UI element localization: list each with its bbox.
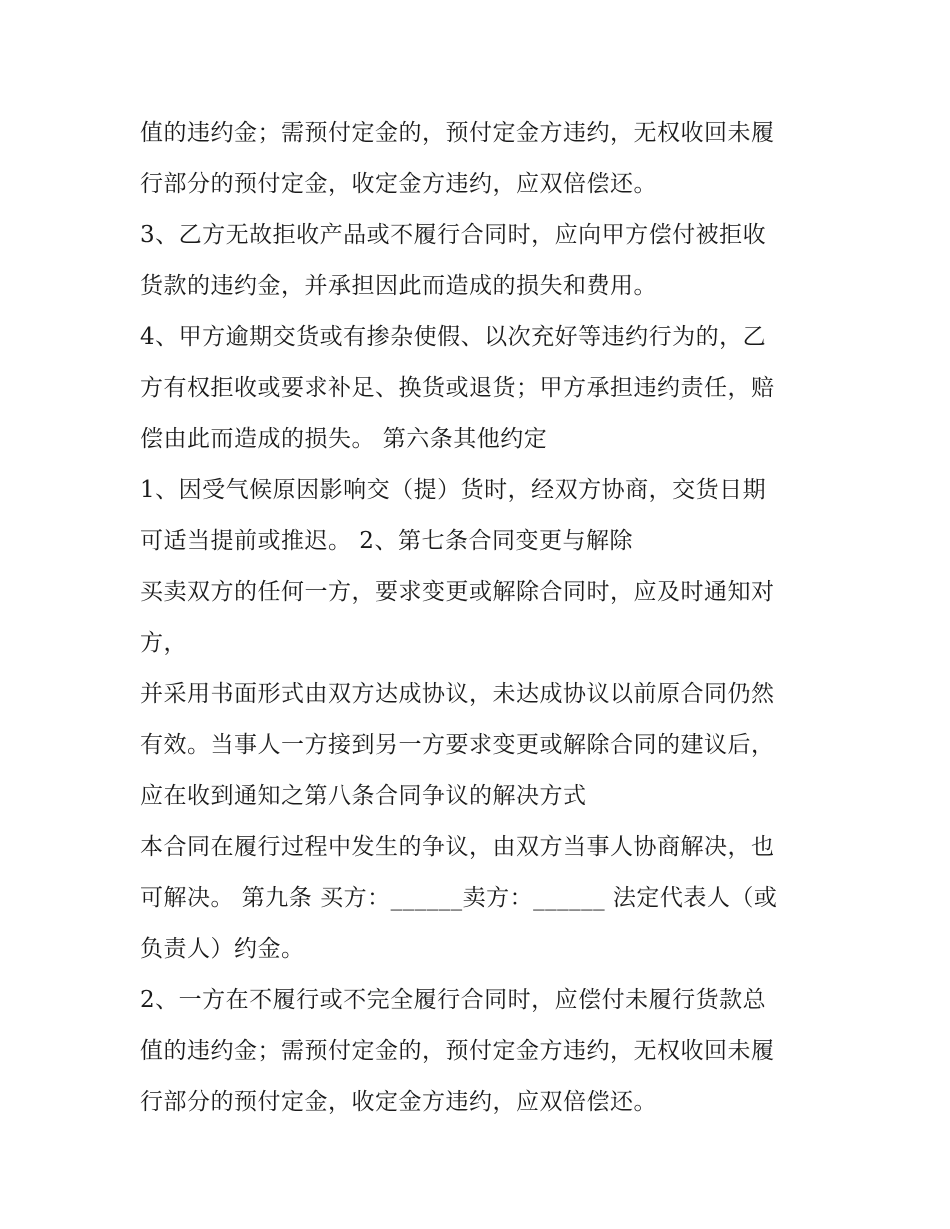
text-line-8: 1、因受气候原因影响交（提）货时，经双方协商，交货日期 <box>140 477 767 503</box>
text-line-20: 行部分的预付定金，收定金方违约，应双倍偿还。 <box>140 1089 657 1115</box>
text-line-5: 4、甲方逾期交货或有掺杂使假、以次充好等违约行为的，乙 <box>140 324 767 350</box>
text-line-6: 方有权拒收或要求补足、换货或退货；甲方承担违约责任，赔 <box>140 375 775 401</box>
text-line-18: 2、一方在不履行或不完全履行合同时，应偿付未履行货款总 <box>140 987 767 1013</box>
text-line-17: 负责人）约金。 <box>140 936 305 962</box>
contract-text <box>140 108 820 1128</box>
text-line-4: 货款的违约金，并承担因此而造成的损失和费用。 <box>140 273 657 299</box>
text-line-9: 可适当提前或推迟。 2、第七条合同变更与解除 <box>140 528 633 554</box>
text-line-19: 值的违约金；需预付定金的，预付定金方违约，无权收回未履 <box>140 1038 775 1064</box>
text-line-16: 可解决。 第九条 买方：______卖方：______ 法定代表人（或 <box>140 885 778 911</box>
text-line-7: 偿由此而造成的损失。 第六条其他约定 <box>140 426 548 452</box>
text-line-13: 有效。当事人一方接到另一方要求变更或解除合同的建议后， <box>140 732 775 758</box>
text-line-12: 并采用书面形式由双方达成协议，未达成协议以前原合同仍然 <box>140 681 775 707</box>
text-line-10: 买卖双方的任何一方，要求变更或解除合同时，应及时通知对 <box>140 579 775 605</box>
text-line-11: 方， <box>140 630 187 656</box>
text-line-15: 本合同在履行过程中发生的争议，由双方当事人协商解决，也 <box>140 834 775 860</box>
text-line-1: 值的违约金；需预付定金的，预付定金方违约，无权收回未履 <box>140 120 775 146</box>
text-line-3: 3、乙方无故拒收产品或不履行合同时，应向甲方偿付被拒收 <box>140 222 767 248</box>
text-line-14: 应在收到通知之第八条合同争议的解决方式 <box>140 783 587 809</box>
text-line-2: 行部分的预付定金，收定金方违约，应双倍偿还。 <box>140 171 657 197</box>
